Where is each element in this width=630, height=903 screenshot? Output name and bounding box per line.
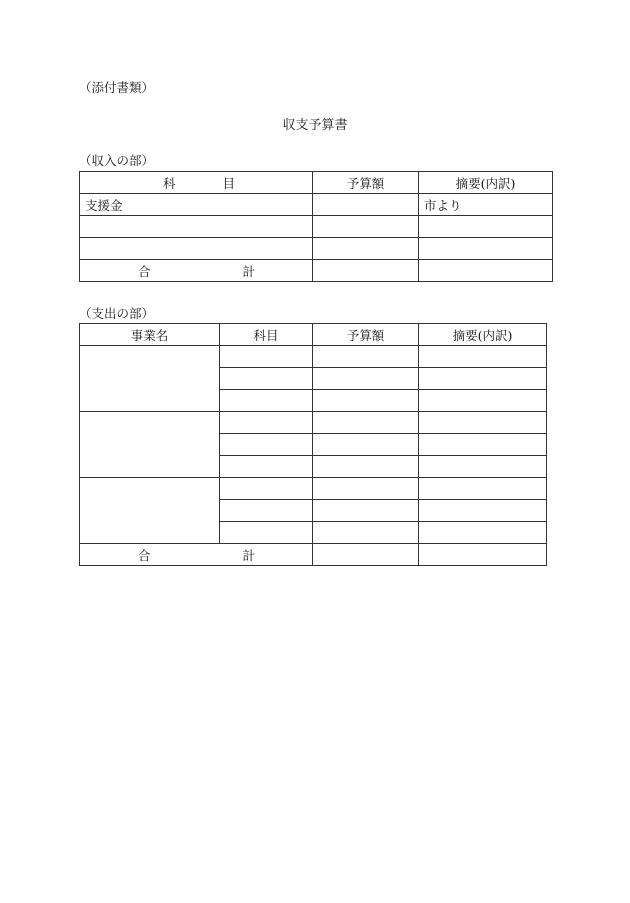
income-section-label: （収入の部） bbox=[79, 153, 155, 168]
expense-row-budget[interactable] bbox=[313, 412, 419, 434]
expense-project-name[interactable] bbox=[80, 412, 220, 478]
expense-header-budget: 予算額 bbox=[313, 324, 419, 346]
expense-header-subject: 科目 bbox=[220, 324, 313, 346]
expense-row-remarks[interactable] bbox=[419, 522, 547, 544]
income-header-remarks: 摘要(内訳) bbox=[419, 172, 553, 194]
expense-row-remarks[interactable] bbox=[419, 390, 547, 412]
expense-total-label bbox=[80, 544, 313, 566]
expense-project-name[interactable] bbox=[80, 346, 220, 412]
income-row-remarks[interactable] bbox=[419, 216, 553, 238]
income-row bbox=[80, 194, 553, 216]
income-row-budget[interactable] bbox=[313, 216, 419, 238]
income-header-row bbox=[80, 172, 553, 194]
income-total-label bbox=[80, 260, 313, 282]
income-row-subject[interactable] bbox=[80, 216, 313, 238]
income-header-subject-left: 科 bbox=[163, 175, 176, 191]
expense-row-remarks[interactable] bbox=[419, 346, 547, 368]
expense-row-budget[interactable] bbox=[313, 346, 419, 368]
income-total-remarks[interactable] bbox=[419, 260, 553, 282]
expense-total-row bbox=[80, 544, 547, 566]
expense-total-right: 計 bbox=[242, 547, 255, 563]
income-total-right: 計 bbox=[242, 263, 255, 279]
attachment-label: （添付書類） bbox=[79, 80, 155, 95]
income-header-subject bbox=[80, 172, 313, 194]
income-row bbox=[80, 238, 553, 260]
expense-row-budget[interactable] bbox=[313, 522, 419, 544]
income-row-subject[interactable] bbox=[80, 238, 313, 260]
income-row-subject[interactable]: 支援金 bbox=[80, 194, 313, 216]
expense-header-row bbox=[80, 324, 547, 346]
expense-row-remarks[interactable] bbox=[419, 412, 547, 434]
expense-total-left: 合 bbox=[138, 547, 151, 563]
expense-row-subject[interactable] bbox=[220, 456, 313, 478]
expense-row-budget[interactable] bbox=[313, 368, 419, 390]
expense-row-subject[interactable] bbox=[220, 478, 313, 500]
expense-row bbox=[80, 412, 547, 434]
expense-row-budget[interactable] bbox=[313, 478, 419, 500]
expense-row-remarks[interactable] bbox=[419, 500, 547, 522]
expense-total-budget[interactable] bbox=[313, 544, 419, 566]
income-row bbox=[80, 216, 553, 238]
income-table bbox=[79, 171, 553, 282]
expense-row-budget[interactable] bbox=[313, 500, 419, 522]
income-header-subject-right: 目 bbox=[222, 175, 235, 191]
income-total-row bbox=[80, 260, 553, 282]
expense-row-budget[interactable] bbox=[313, 456, 419, 478]
income-row-budget[interactable] bbox=[313, 238, 419, 260]
expense-row-subject[interactable] bbox=[220, 500, 313, 522]
expense-total-remarks[interactable] bbox=[419, 544, 547, 566]
expense-row-budget[interactable] bbox=[313, 390, 419, 412]
expense-row-subject[interactable] bbox=[220, 390, 313, 412]
expense-row-subject[interactable] bbox=[220, 368, 313, 390]
expense-row-remarks[interactable] bbox=[419, 434, 547, 456]
expense-row-remarks[interactable] bbox=[419, 478, 547, 500]
expense-row-budget[interactable] bbox=[313, 434, 419, 456]
expense-row-subject[interactable] bbox=[220, 412, 313, 434]
expense-row-subject[interactable] bbox=[220, 434, 313, 456]
expense-header-remarks: 摘要(内訳) bbox=[419, 324, 547, 346]
document-title: 収支予算書 bbox=[282, 118, 348, 133]
expense-project-name[interactable] bbox=[80, 478, 220, 544]
income-row-budget[interactable] bbox=[313, 194, 419, 216]
expense-row-subject[interactable] bbox=[220, 346, 313, 368]
expense-row bbox=[80, 346, 547, 368]
expense-row bbox=[80, 478, 547, 500]
expense-header-project: 事業名 bbox=[80, 324, 220, 346]
expense-section-label: （支出の部） bbox=[79, 306, 155, 321]
income-row-remarks[interactable]: 市より bbox=[419, 194, 553, 216]
expense-row-remarks[interactable] bbox=[419, 368, 547, 390]
income-header-budget: 予算額 bbox=[313, 172, 419, 194]
income-total-left: 合 bbox=[138, 263, 151, 279]
expense-row-subject[interactable] bbox=[220, 522, 313, 544]
expense-row-remarks[interactable] bbox=[419, 456, 547, 478]
income-row-remarks[interactable] bbox=[419, 238, 553, 260]
expense-table bbox=[79, 323, 547, 566]
income-total-budget[interactable] bbox=[313, 260, 419, 282]
